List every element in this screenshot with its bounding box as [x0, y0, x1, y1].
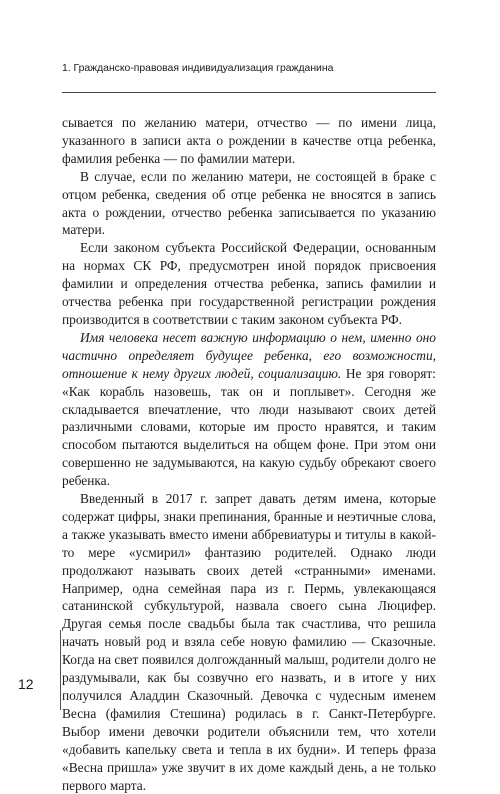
paragraph: Если законом субъекта Российской Федерации, основанным на нормах СК РФ, предусмотрен иной порядок присвоения фамилии и определения отчества ребенка, запись фамилии и отчества ребенка при государственной регистрации рождения производится в соответствии с таким законом субъекта РФ.	[62, 240, 436, 327]
paragraph-emphasis	[62, 329, 436, 490]
page-number: 12	[18, 676, 34, 692]
paragraph-text: Не зря говорят: «Как корабль назовешь, так он и поплывет». Сегодня же складывается впечатление, что люди называют своих детей различными словами, которые им просто нравятся, и таким способом пытаются выделиться на общем фоне. При этом они совершенно не задумываются, на какую судьбу обрекают своего ребенка.	[62, 365, 436, 489]
page-number-rule	[60, 630, 61, 710]
running-head: 1. Гражданско-правовая индивидуализация гражданина	[62, 63, 334, 74]
italic-statement: Имя человека несет важную информацию о нем, именно оно частично определяет будущее ребенка, его возможности, отношение к нему других людей, социализацию.	[62, 329, 436, 381]
paragraph: Введенный в 2017 г. запрет давать детям имена, которые содержат цифры, знаки препинания, бранные и неэтичные слова, а также указывать вместо имени аббревиатуры и титулы в какой-то мере «усмирил» фантазию родителей. Однако люди продолжают называть своих детей «странными» именами. Например, одна семейная пара из г. Пермь, увлекающаяся сатанинской субкультурой, назвала своего сына Люцифер. Другая семья после свадьбы была так счастлива, что решила начать новый род и взяла себе новую фамилию — Сказочные. Когда на свет появился долгожданный малыш, родители долго не раздумывали, как бы созвучно его назвать, и в итоге у них получился Аладдин Сказочный. Девочка с чудесным именем Весна (фамилия Стешина) родилась в г. Санкт-Петербурге. Выбор имени девочки родители объяснили тем, что хотели «добавить капельку света и тепла в их будни». И теперь фраза «Весна пришла» уже звучит в их доме каждый день, а не только первого марта.	[62, 491, 436, 793]
body-text	[62, 114, 436, 794]
paragraph: В случае, если по желанию матери, не состоящей в браке с отцом ребенка, сведения об отце ребенка не вносятся в запись акта о рождении, отчество ребенка записывается по указанию матери.	[62, 168, 436, 238]
header-divider	[62, 92, 436, 93]
paragraph-continuation: сывается по желанию матери, отчество — по имени лица, указанного в записи акта о рождении в качестве отца ребенка, фамилия ребенка — по фамилии матери.	[62, 115, 436, 166]
